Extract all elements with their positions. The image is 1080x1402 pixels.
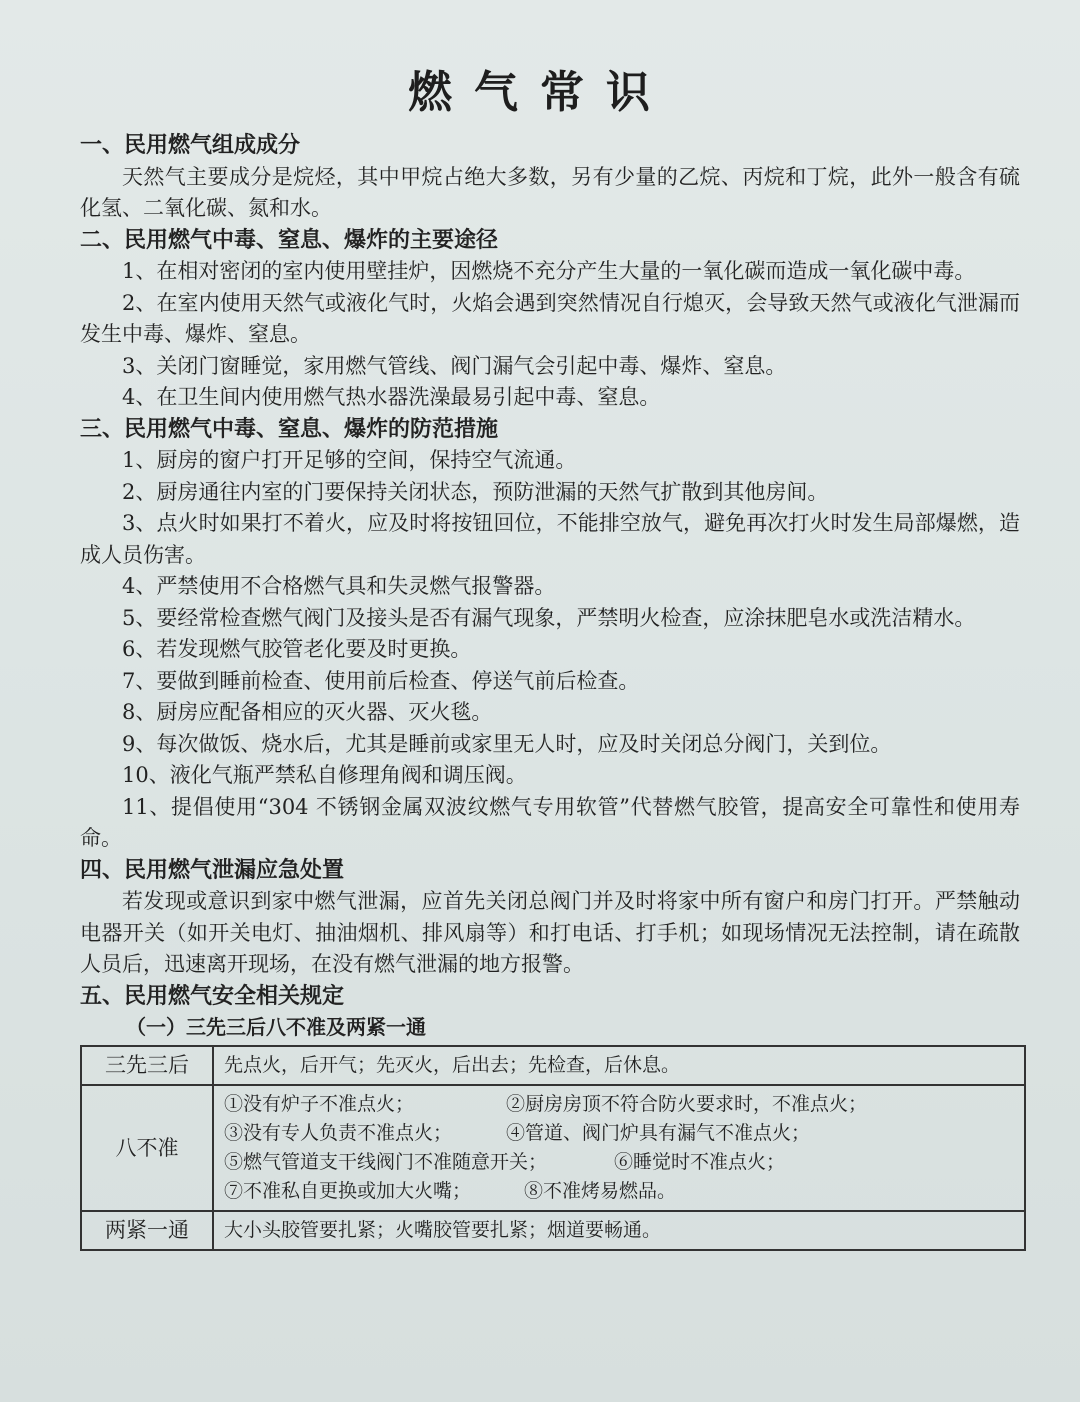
section-3-heading: 三、民用燃气中毒、窒息、爆炸的防范措施 xyxy=(80,416,499,442)
section-3-item: 10、液化气瓶严禁私自修理角阀和调压阀。 xyxy=(122,763,527,787)
section-3-item: 11、提倡使用“304 不锈钢金属双波纹燃气专用软管”代替燃气胶管，提高安全可靠性和使用寿命。 xyxy=(80,794,1020,850)
section-3-item: 4、严禁使用不合格燃气具和失灵燃气报警器。 xyxy=(122,574,556,598)
row-label-two-tight: 两紧一通 xyxy=(81,1211,213,1250)
eight-prohibitions-list xyxy=(213,1085,1025,1211)
list-item xyxy=(224,1148,1014,1177)
section-3-item: 8、厨房应配备相应的灭火器、灭火毯。 xyxy=(122,700,493,724)
section-2-heading: 二、民用燃气中毒、窒息、爆炸的主要途径 xyxy=(80,227,499,253)
section-3-item: 6、若发现燃气胶管老化要及时更换。 xyxy=(122,637,472,661)
prohibition-2: ②厨房房顶不符合防火要求时，不准点火； xyxy=(506,1093,868,1115)
rules-table xyxy=(80,1045,1026,1251)
section-2-item: 3、关闭门窗睡觉，家用燃气管线、阀门漏气会引起中毒、爆炸、窒息。 xyxy=(122,353,787,378)
table-row xyxy=(81,1085,1025,1211)
document-body xyxy=(80,130,1020,1251)
list-item xyxy=(224,1090,1014,1119)
prohibition-4: ④管道、阀门炉具有漏气不准点火； xyxy=(506,1122,811,1144)
list-item xyxy=(224,1177,1014,1206)
row-label-three-first: 三先三后 xyxy=(81,1046,213,1085)
section-5-heading: 五、民用燃气安全相关规定 xyxy=(80,983,345,1009)
section-2-item: 4、在卫生间内使用燃气热水器洗澡最易引起中毒、窒息。 xyxy=(122,385,661,409)
section-1-heading: 一、民用燃气组成成分 xyxy=(80,133,301,158)
prohibition-5: ⑤燃气管道支干线阀门不准随意开关； xyxy=(224,1151,548,1173)
list-item xyxy=(224,1119,1014,1148)
section-4-text: 若发现或意识到家中燃气泄漏，应首先关闭总阀门并及时将家中所有窗户和房门打开。严禁触动电器开关（如开关电灯、抽油烟机、排风扇等）和打电话、打手机；如现场情况无法控制，请在疏散人员后，迅速离开现场，在没有燃气泄漏的地方报警。 xyxy=(80,889,1020,976)
row-label-eight-prohibitions: 八不准 xyxy=(81,1085,213,1211)
section-4-heading: 四、民用燃气泄漏应急处置 xyxy=(80,857,345,883)
prohibition-3: ③没有专人负责不准点火； xyxy=(224,1122,453,1144)
section-5-subheading: （一）三先三后八不准及两紧一通 xyxy=(126,1015,426,1039)
section-3-item: 9、每次做饭、烧水后，尤其是睡前或家里无人时，应及时关闭总分阀门，关到位。 xyxy=(122,731,892,756)
section-3-item: 5、要经常检查燃气阀门及接头是否有漏气现象，严禁明火检查，应涂抹肥皂水或洗洁精水。 xyxy=(122,605,976,630)
prohibition-8: ⑧不准烤易燃品。 xyxy=(524,1180,677,1202)
prohibition-7: ⑦不准私自更换或加大火嘴； xyxy=(224,1180,472,1202)
section-3-item: 1、厨房的窗户打开足够的空间，保持空气流通。 xyxy=(122,448,577,472)
prohibition-6: ⑥睡觉时不准点火； xyxy=(614,1151,786,1173)
page-title: 燃气常识 xyxy=(408,67,672,118)
section-3-item: 2、厨房通往内室的门要保持关闭状态，预防泄漏的天然气扩散到其他房间。 xyxy=(122,479,829,504)
section-2-item: 2、在室内使用天然气或液化气时，火焰会遇到突然情况自行熄灭，会导致天然气或液化气泄漏而发生中毒、爆炸、窒息。 xyxy=(80,290,1020,346)
section-2-item: 1、在相对密闭的室内使用壁挂炉，因燃烧不充分产生大量的一氧化碳而造成一氧化碳中毒。 xyxy=(122,259,976,283)
row-text-two-tight: 大小头胶管要扎紧；火嘴胶管要扎紧；烟道要畅通。 xyxy=(213,1211,1025,1250)
prohibition-1: ①没有炉子不准点火； xyxy=(224,1093,415,1115)
section-1-text: 天然气主要成分是烷烃，其中甲烷占绝大多数，另有少量的乙烷、丙烷和丁烷，此外一般含有硫化氢、二氧化碳、氮和水。 xyxy=(80,164,1020,220)
table-row xyxy=(81,1211,1025,1250)
section-3-item: 3、点火时如果打不着火，应及时将按钮回位，不能排空放气，避免再次打火时发生局部爆燃，造成人员伤害。 xyxy=(80,511,1020,567)
row-text-three-first: 先点火，后开气；先灭火，后出去；先检查，后休息。 xyxy=(213,1046,1025,1085)
table-row xyxy=(81,1046,1025,1085)
section-3-item: 7、要做到睡前检查、使用前后检查、停送气前后检查。 xyxy=(122,668,640,693)
